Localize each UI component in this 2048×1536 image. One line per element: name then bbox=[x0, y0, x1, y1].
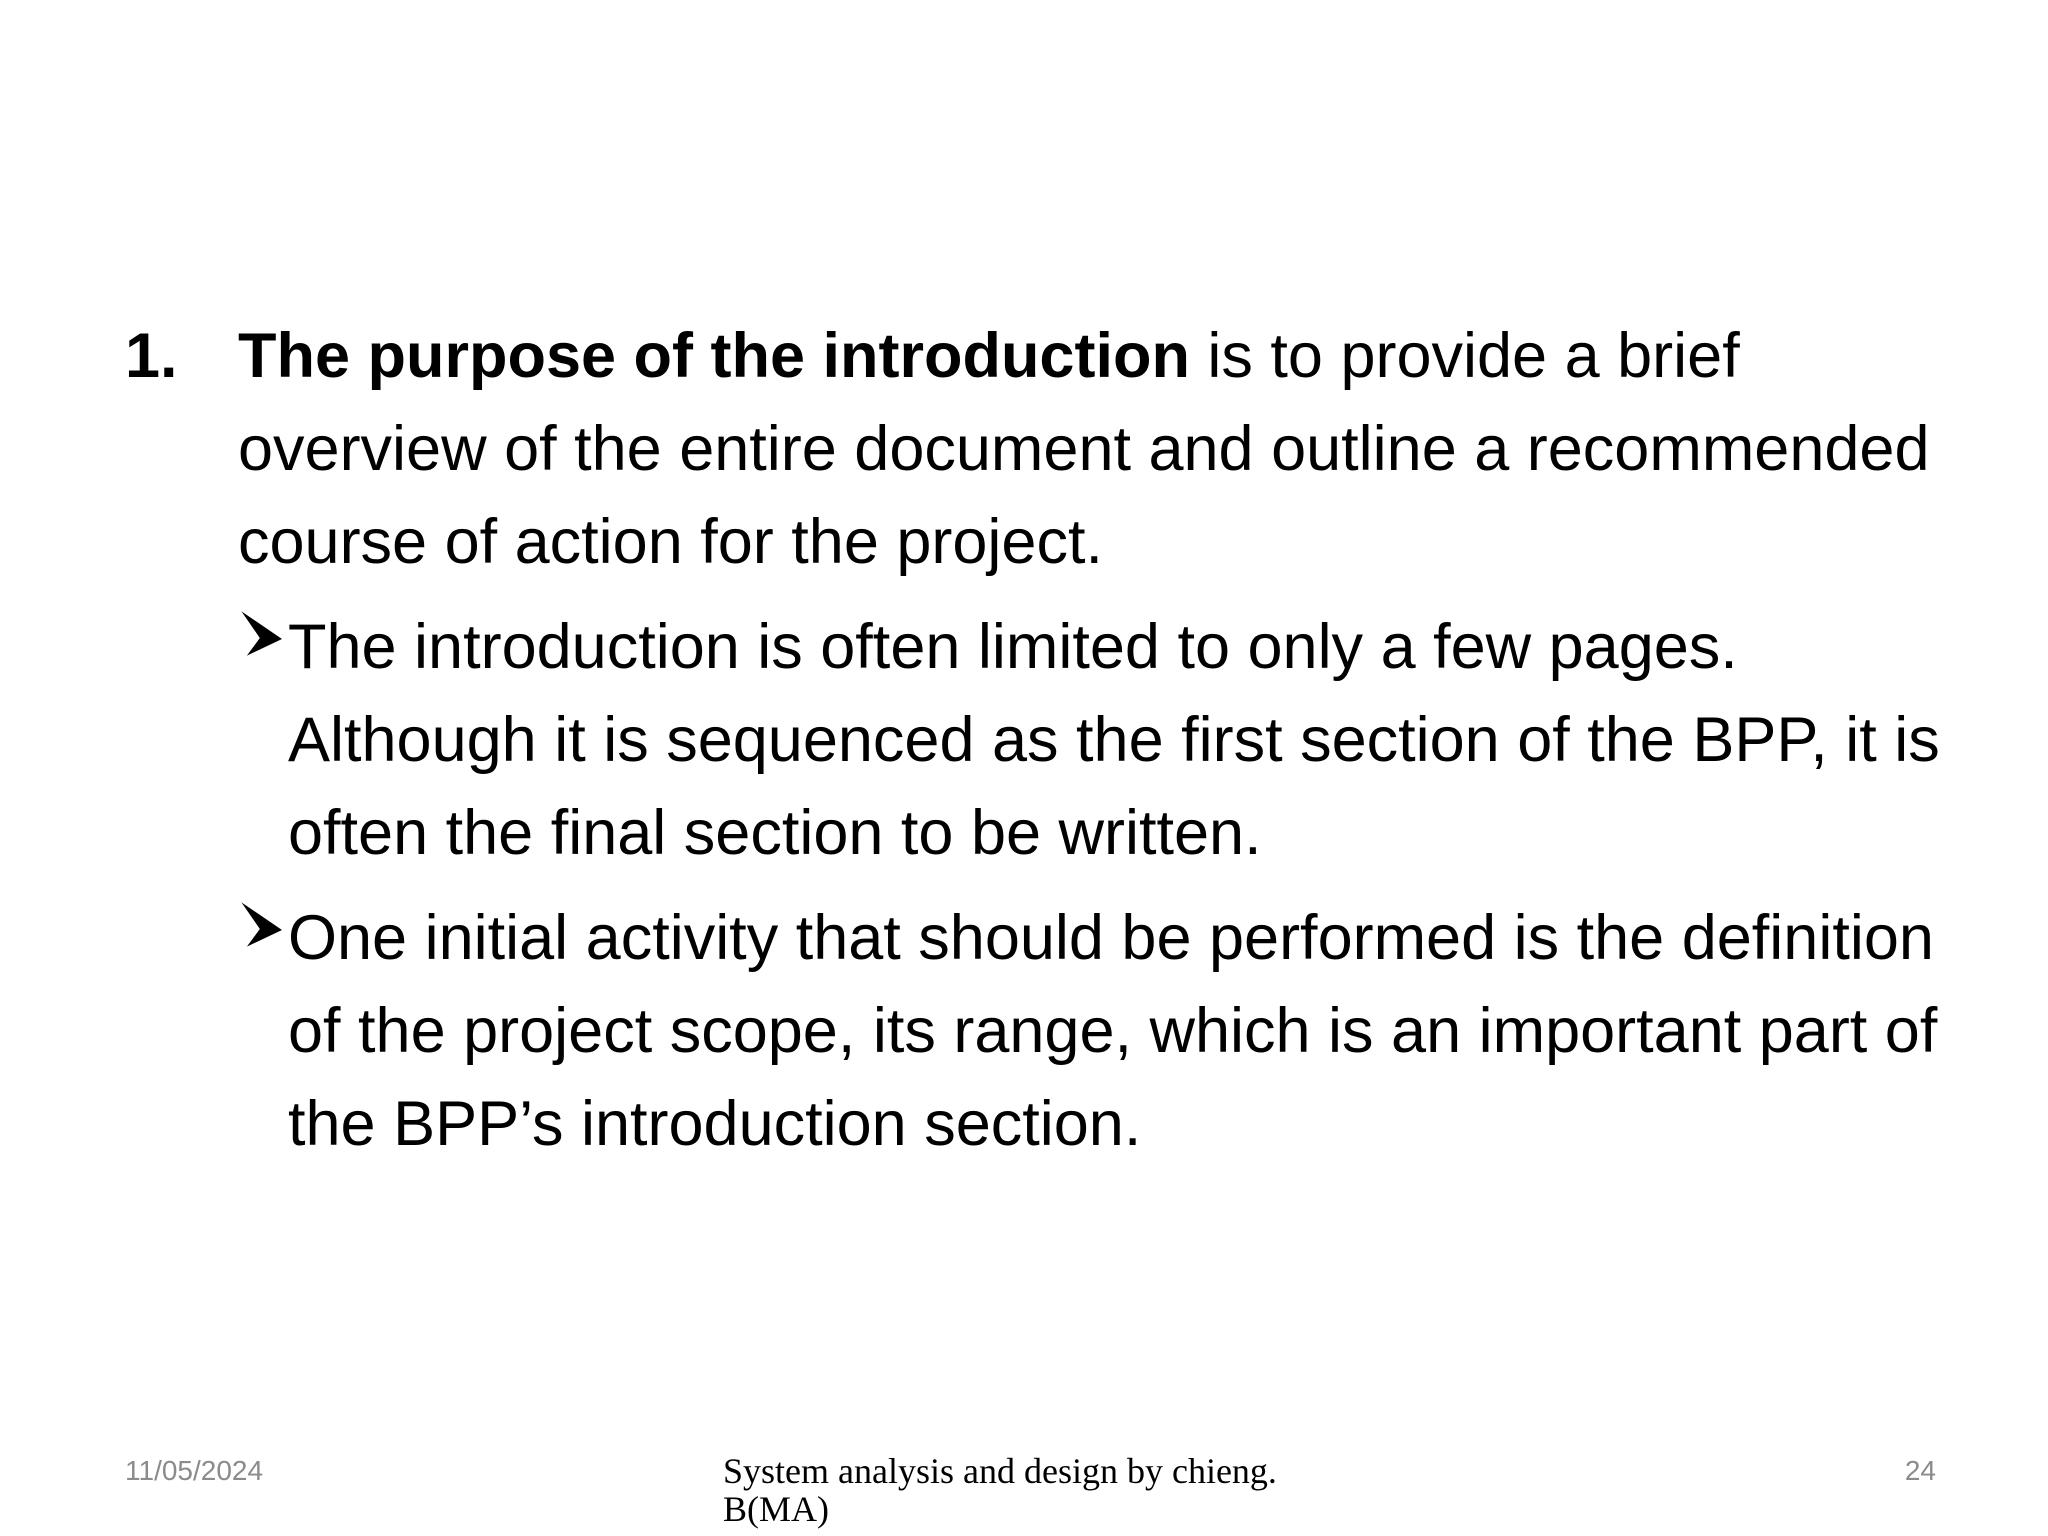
bullet-text: One initial activity that should be performed is the definition of the project scope, its range, which is an important part of the BPP’s introduction section. bbox=[288, 903, 1938, 1159]
slide-body bbox=[125, 310, 1965, 1171]
arrowhead-bullet-icon bbox=[234, 605, 286, 665]
arrowhead-bullet-icon bbox=[234, 896, 286, 956]
item-number: 1. bbox=[125, 321, 178, 391]
footer-title: System analysis and design by chieng. B(MA) bbox=[723, 1451, 1277, 1529]
bullet-item-1 bbox=[288, 601, 1965, 880]
footer-date: 11/05/2024 bbox=[125, 1455, 264, 1486]
bullet-text: The introduction is often limited to only a few pages. Although it is sequenced as the first section of the BPP, it is often the final section to be written. bbox=[288, 612, 1940, 868]
item-lead-bold: The purpose of the introduction bbox=[238, 321, 1190, 391]
bullet-item-2 bbox=[288, 892, 1965, 1171]
slide-number: 24 bbox=[1904, 1455, 1936, 1486]
numbered-item-1 bbox=[125, 310, 1965, 589]
item-text: is to provide a brief overview of the entire document and outline a recommended course of action for the project. bbox=[238, 321, 1930, 577]
